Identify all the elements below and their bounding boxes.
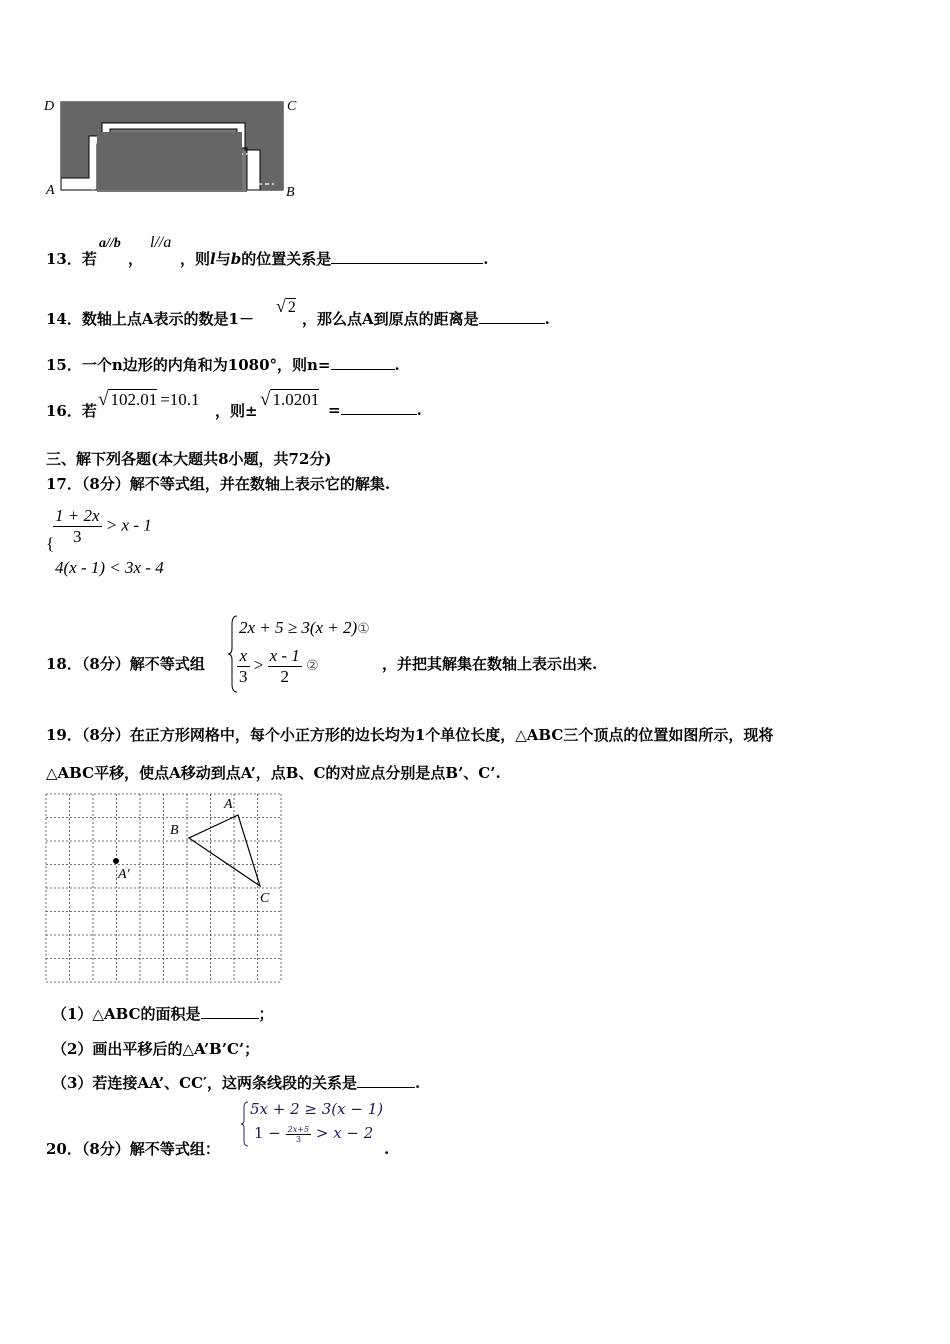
q18-tail: ，并把其解集在数轴上表示出来.: [382, 655, 598, 673]
q19-sub-1: （1）△ABC的面积是 ；: [52, 1005, 274, 1023]
q15-answer-blank[interactable]: [331, 355, 395, 370]
q17-brace: {: [46, 534, 55, 553]
q13-answer-blank[interactable]: [331, 249, 483, 264]
question-14: 14．数轴上点A表示的数是1－: [46, 310, 254, 328]
triangle-abc: [189, 815, 260, 886]
q13-condition-ab: a//b: [99, 236, 121, 251]
grid-label-c: C: [260, 891, 270, 906]
q13-text: ，则l与b的位置关系是 .: [180, 250, 489, 268]
question-13: [46, 248, 97, 269]
q19-area-blank[interactable]: [201, 1004, 259, 1019]
q13-ruo: 若: [81, 250, 97, 268]
q19-relation-blank[interactable]: [357, 1073, 415, 1088]
q19-sub-2: （2）画出平移后的△A’B’C’；: [52, 1040, 260, 1058]
q13-condition-la: l//a: [150, 234, 172, 251]
corner-label-a: A: [46, 183, 55, 198]
question-17: 17．（8分）解不等式组，并在数轴上表示它的解集.: [46, 475, 391, 493]
grid-label-a-prime: A′: [118, 867, 130, 882]
q16-answer-blank[interactable]: [341, 400, 417, 415]
q20-end: .: [384, 1140, 390, 1158]
q13-comma: ，: [128, 250, 144, 268]
corner-label-c: C: [287, 99, 297, 114]
q17-inequality-2: 4(x - 1) < 3x - 4: [55, 558, 164, 577]
q20-line-1: 5x + 2 ≥ 3(x − 1): [250, 1100, 384, 1118]
q20-brace: [240, 1100, 250, 1148]
grid-label-a: A: [224, 797, 233, 812]
q20-line-2: 1 − $\frac{2x+5}{3}$ > x − 2: [254, 1124, 374, 1144]
q18-line-1: 2x + 5 ≥ 3(x + 2)①: [239, 618, 370, 637]
question-15: 15．一个n边形的内角和为1080°，则n= .: [46, 356, 400, 374]
corner-label-b: B: [286, 185, 295, 200]
corner-label-d: D: [44, 99, 55, 114]
question-16: 16．若: [46, 402, 97, 420]
circled-two-marker: ②: [306, 659, 319, 675]
q13-number: 13．: [46, 250, 82, 268]
q16-sqrt-102: √ 102.01 =10.1: [98, 389, 200, 410]
point-a-prime: [113, 858, 119, 864]
q17-inequality-1: $\frac{1 + 2x}{3}$ > x - 1: [55, 506, 152, 546]
q14-text2: ，那么点A到原点的距离是 .: [302, 310, 550, 328]
grid-label-b: B: [170, 823, 179, 838]
question-18: 18．（8分）解不等式组: [46, 655, 205, 673]
q14-one-minus: 1－: [228, 310, 254, 328]
question-19-line-2: △ABC平移，使点A移动到点A’，点B、C的对应点分别是点B’、C’.: [46, 764, 501, 782]
q16-ze: ，则±: [215, 402, 258, 420]
q16-sqrt-1-0201: √ 1.0201: [260, 389, 320, 410]
question-20: 20．（8分）解不等式组：: [46, 1140, 220, 1158]
q19-sub-3: （3）若连接AA’、CC′，这两条线段的关系是 .: [52, 1074, 421, 1092]
q19-square-grid: [44, 792, 288, 984]
circled-one-marker: ①: [357, 622, 370, 637]
q14-answer-blank[interactable]: [479, 309, 545, 324]
section-3-title: 三、解下列各题(本大题共8小题，共72分): [46, 450, 332, 468]
question-19-line-1: 19．（8分）在正方形网格中，每个小正方形的边长均为1个单位长度，△ABC三个顶点的位置如图所示，现将: [46, 726, 774, 744]
q16-tail: = .: [328, 401, 422, 419]
q18-line-2: $\frac{x}{3}$ > $\frac{x - 1}{2}$ ②: [239, 646, 319, 686]
rectangle-path-figure: [44, 96, 304, 200]
q14-sqrt-2: √ 2: [276, 296, 296, 316]
